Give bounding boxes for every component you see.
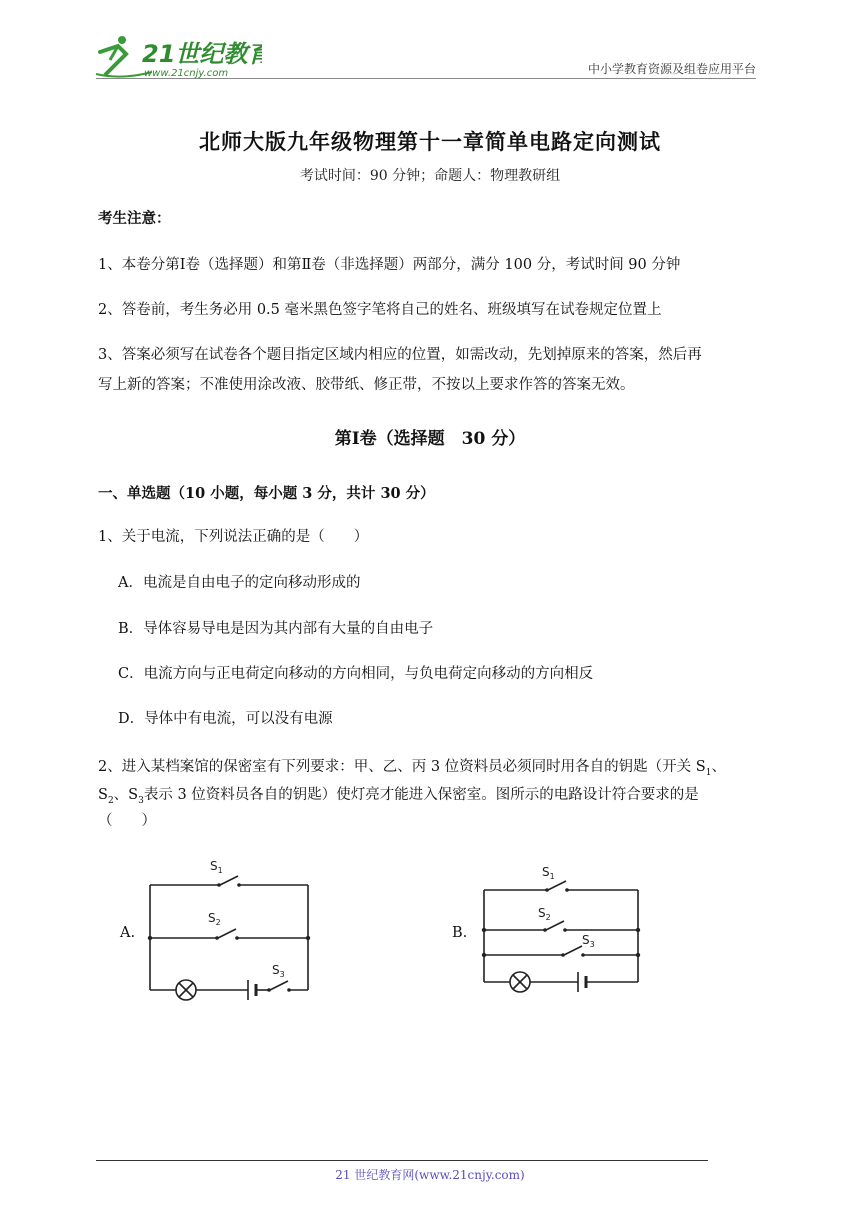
svg-text:S3: $S_3$ [272, 963, 285, 979]
circuit-b-label: B. [452, 925, 468, 941]
part-heading: 一、单选题（10 小题，每小题 3 分，共计 30 分） [98, 485, 435, 502]
header-platform-text: 中小学教育资源及组卷应用平台 [587, 62, 756, 76]
notice-item-3-cont: 写上新的答案；不准使用涂改液、胶带纸、修正带，不按以上要求作答的答案无效。 [98, 377, 635, 393]
notice-item-3: 3、答案必须写在试卷各个题目指定区域内相应的位置，如需改动，先划掉原来的答案，然后再 [98, 347, 702, 363]
question-1-option-b: B．导体容易导电是因为其内部有大量的自由电子 [118, 621, 434, 637]
footer-text: 21 世纪教育网(www.21cnjy.com) [335, 1168, 525, 1182]
page-title: 北师大版九年级物理第十一章简单电路定向测试 [199, 129, 661, 154]
question-1-option-a: A．电流是自由电子的定向移动形成的 [118, 575, 361, 591]
site-logo [92, 30, 262, 82]
question-2-line-1: 2、进入某档案馆的保密室有下列要求：甲、乙、丙 3 位资料员必须同时用各自的钥匙（开关 $S_1$、 [98, 759, 726, 778]
svg-text:S3: $S_3$ [582, 933, 595, 949]
page-subtitle: 考试时间：90 分钟；命题人：物理教研组 [299, 168, 561, 184]
header-divider [96, 78, 756, 79]
svg-text:S2: $S_2$ [538, 906, 551, 922]
notice-item-2: 2、答卷前，考生务必用 0.5 毫米黑色签字笔将自己的姓名、班级填写在试卷规定位置上 [98, 302, 662, 318]
notice-item-1: 1、本卷分第Ⅰ卷（选择题）和第Ⅱ卷（非选择题）两部分，满分 100 分，考试时间 90 分钟 [98, 257, 681, 273]
question-1-option-c: C．电流方向与正电荷定向移动的方向相同，与负电荷定向移动的方向相反 [118, 666, 594, 682]
circuit-diagram-b [476, 860, 646, 1000]
circuit-diagram-a [140, 850, 320, 1010]
svg-text:21世纪教育: 21世纪教育 [142, 40, 262, 68]
circuit-a-label: A. [120, 925, 136, 941]
notice-heading: 考生注意： [98, 210, 171, 227]
question-1-stem: 1、关于电流，下列说法正确的是（ ） [98, 529, 369, 545]
question-2-line-3: （ ） [98, 813, 156, 829]
svg-text:S1: $S_1$ [542, 865, 555, 881]
svg-text:S2: $S_2$ [208, 911, 221, 927]
svg-text:www.21cnjy.com: www.21cnjy.com [144, 68, 229, 79]
footer-divider [96, 1160, 708, 1161]
section-title: 第Ⅰ卷（选择题 30 分） [334, 429, 526, 449]
question-2-line-2: $S_2$、$S_3$表示 3 位资料员各自的钥匙）使灯亮才能进入保密室。图所示的电路设计符合要求的是 [98, 787, 699, 806]
question-1-option-d: D．导体中有电流，可以没有电源 [118, 711, 333, 727]
svg-text:S1: $S_1$ [210, 859, 223, 875]
